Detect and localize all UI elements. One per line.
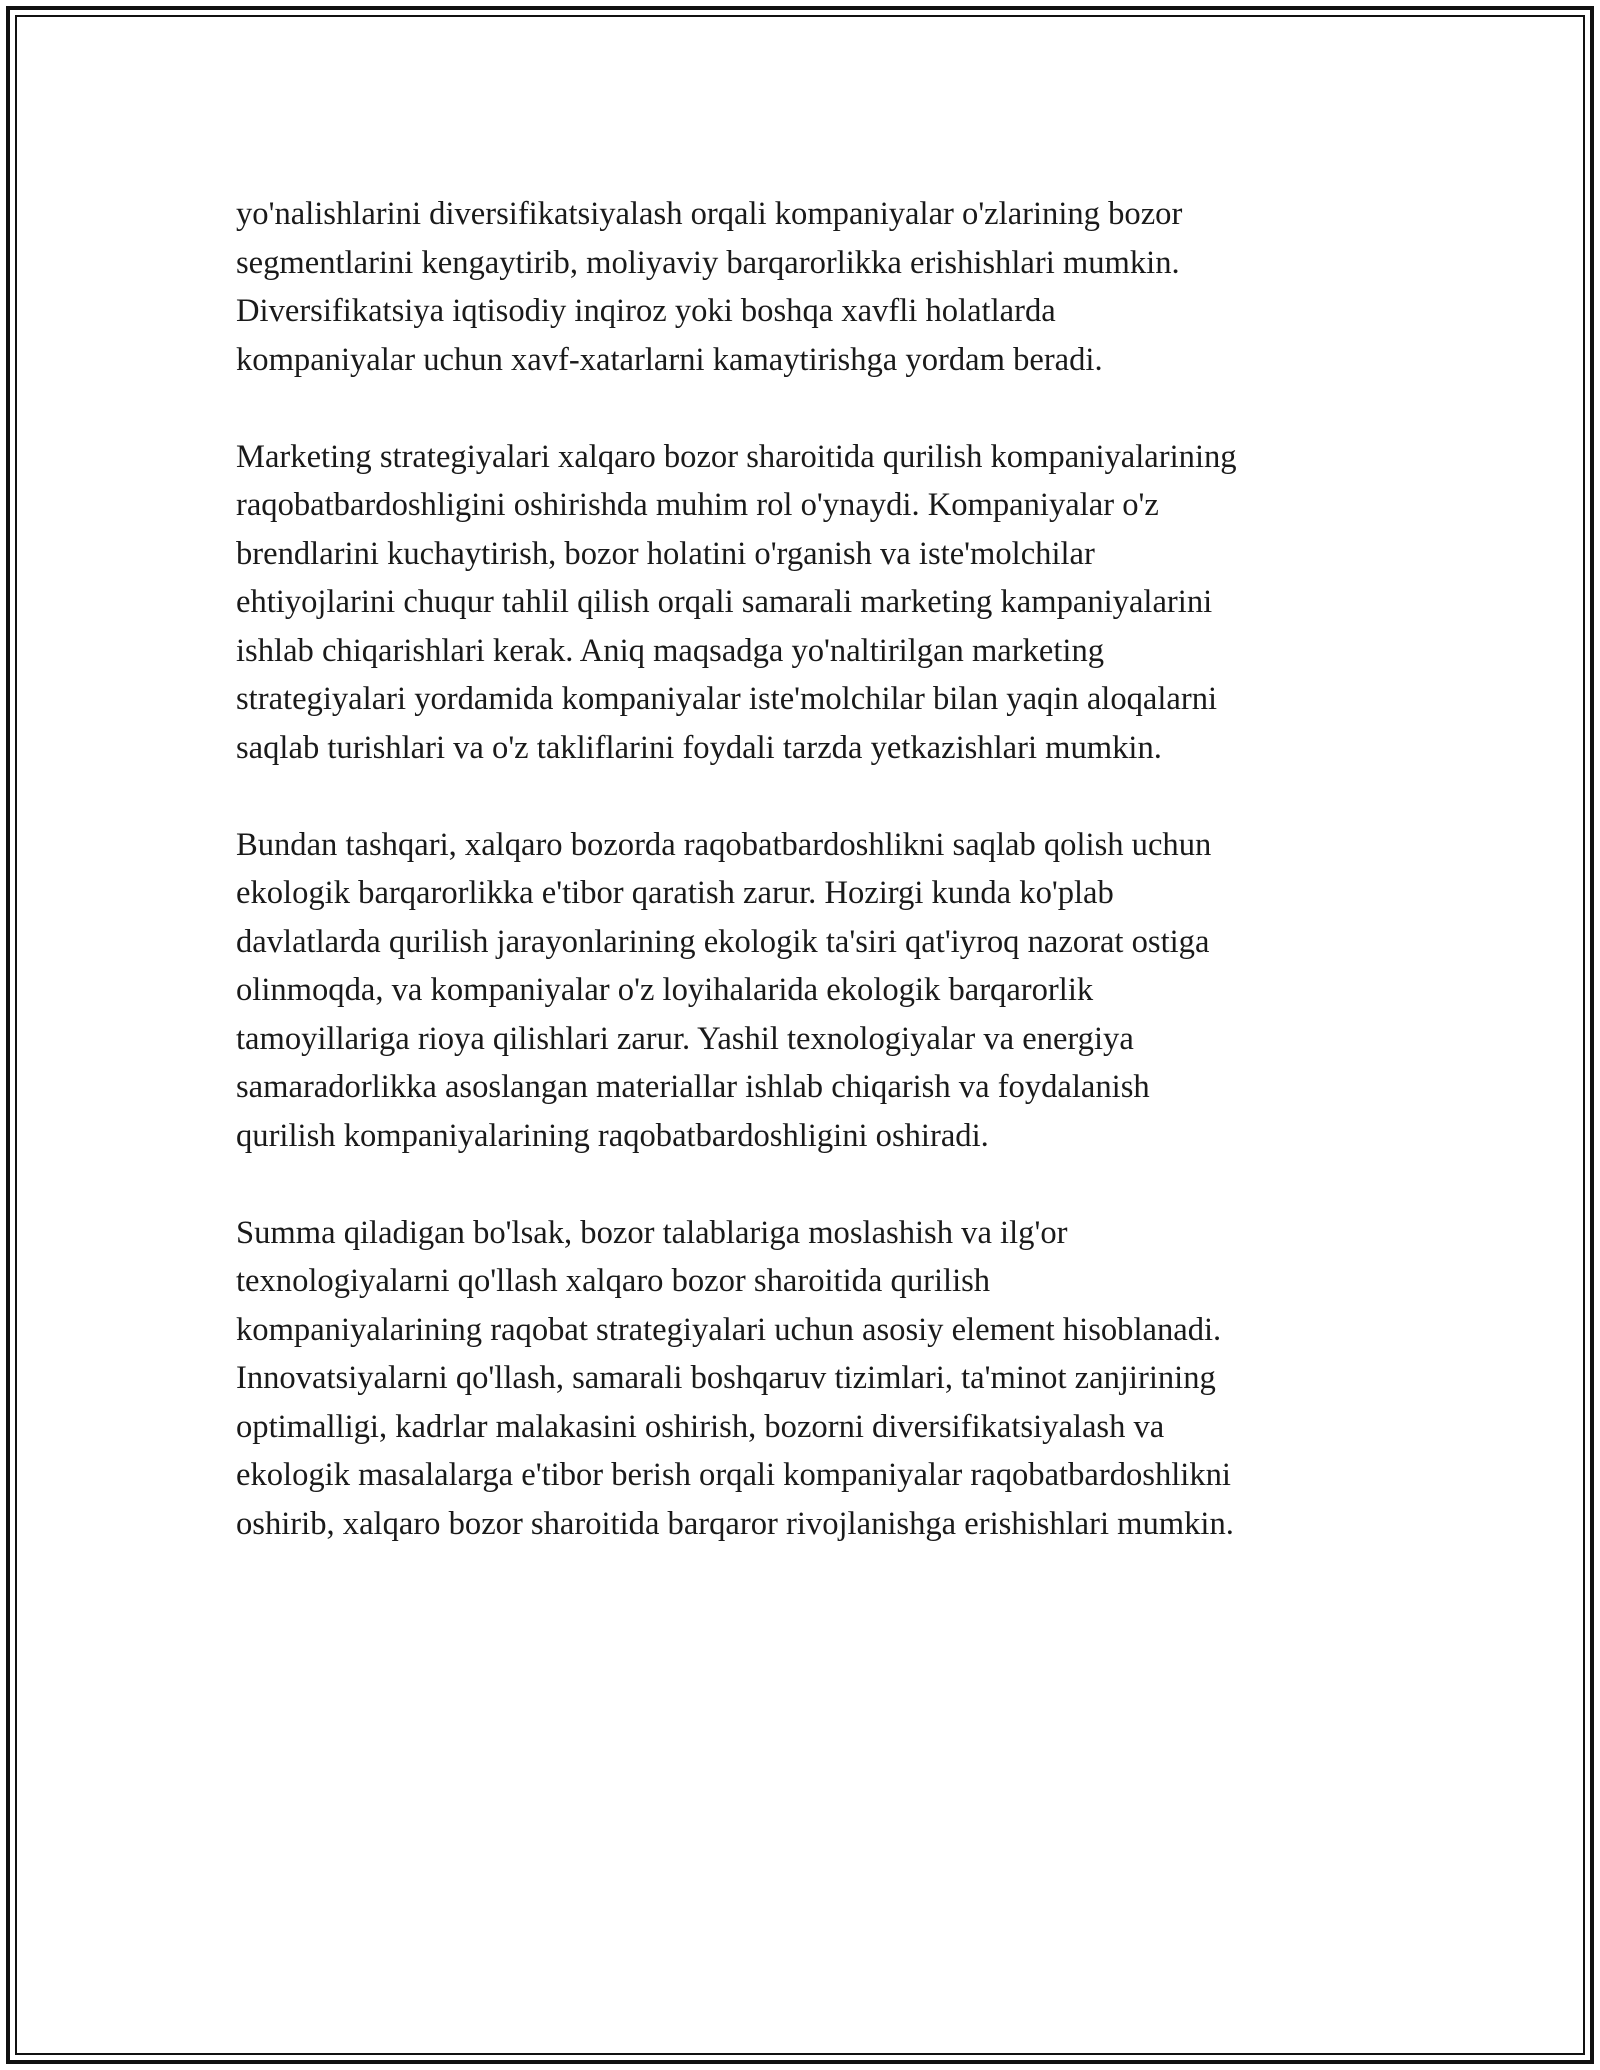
text-line: optimalligi, kadrlar malakasini oshirish, bozorni diversifikatsiyalash va [236, 1408, 1165, 1445]
text-line: strategiyalari yordamida kompaniyalar iste'molchilar bilan yaqin aloqalarni [236, 681, 1218, 717]
text-line: Innovatsiyalarni qo'llash, samarali boshqaruv tizimlari, ta'minot zanjirining [236, 1360, 1216, 1396]
text-line: texnologiyalarni qo'llash xalqaro bozor sharoitida qurilish [236, 1263, 991, 1299]
text-line: qurilish kompaniyalarining raqobatbardoshligini oshiradi. [236, 1117, 989, 1154]
document-body [236, 190, 1396, 1597]
text-line: davlatlarda qurilish jarayonlarining ekologik ta'siri qat'iyroq nazorat ostiga [236, 923, 1210, 960]
text-line: ekologik barqarorlikka e'tibor qaratish zarur. Hozirgi kunda ko'plab [236, 875, 1114, 911]
paragraph-1 [236, 190, 1396, 384]
text-line: Diversifikatsiya iqtisodiy inqiroz yoki boshqa xavfli holatlarda [236, 293, 1056, 329]
paragraph-4 [236, 1209, 1396, 1549]
text-line: raqobatbardoshligini oshirishda muhim rol o'ynaydi. Kompaniyalar o'z [236, 487, 1159, 523]
text-line: Bundan tashqari, xalqaro bozorda raqobatbardoshlikni saqlab qolish uchun [236, 826, 1212, 863]
text-line: yo'nalishlarini diversifikatsiyalash orqali kompaniyalar o'zlarining bozor [236, 196, 1183, 232]
text-line: oshirib, xalqaro bozor sharoitida barqaror rivojlanishga erishishlari mumkin. [236, 1505, 1234, 1542]
text-line: ekologik masalalarga e'tibor berish orqali kompaniyalar raqobatbardoshlikni [236, 1457, 1231, 1493]
text-line: olinmoqda, va kompaniyalar o'z loyihalarida ekologik barqarorlik [236, 972, 1094, 1008]
text-line: saqlab turishlari va o'z takliflarini foydali tarzda yetkazishlari mumkin. [236, 729, 1162, 766]
text-line: brendlarini kuchaytirish, bozor holatini o'rganish va iste'molchilar [236, 535, 1095, 572]
text-line: segmentlarini kengaytirib, moliyaviy barqarorlikka erishishlari mumkin. [236, 244, 1180, 281]
text-line: tamoyillariga rioya qilishlari zarur. Yashil texnologiyalar va energiya [236, 1020, 1134, 1057]
text-line: ehtiyojlarini chuqur tahlil qilish orqali samarali marketing kampaniyalarini [236, 584, 1213, 620]
text-line: kompaniyalarining raqobat strategiyalari uchun asosiy element hisoblanadi. [236, 1311, 1222, 1348]
text-line: Marketing strategiyalari xalqaro bozor sharoitida qurilish kompaniyalarining [236, 438, 1237, 475]
paragraph-2 [236, 433, 1396, 773]
text-line: kompaniyalar uchun xavf-xatarlarni kamaytirishga yordam beradi. [236, 341, 1103, 378]
paragraph-3 [236, 821, 1396, 1161]
text-line: Summa qiladigan bo'lsak, bozor talablariga moslashish va ilg'or [236, 1214, 1068, 1251]
text-line: samaradorlikka asoslangan materiallar ishlab chiqarish va foydalanish [236, 1069, 1150, 1105]
text-line: ishlab chiqarishlari kerak. Aniq maqsadga yo'naltirilgan marketing [236, 632, 1105, 669]
